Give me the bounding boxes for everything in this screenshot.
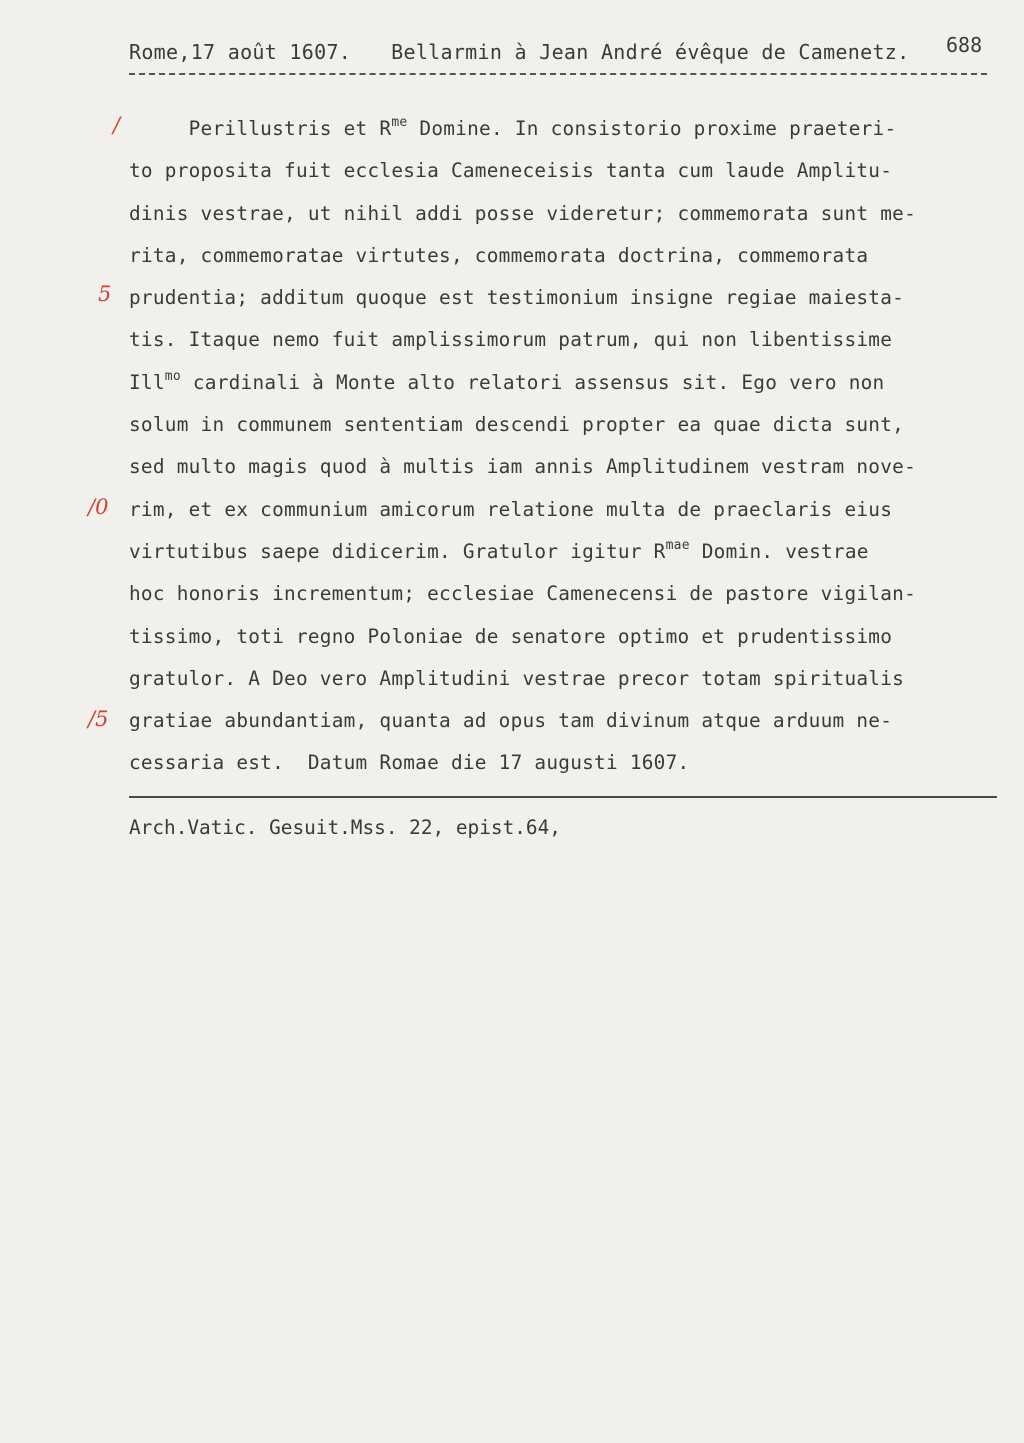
- page-number: 688: [946, 33, 983, 57]
- letter-body: [129, 108, 989, 785]
- letter-line: solum in communem sententiam descendi propter ea quae dicta sunt,: [129, 413, 905, 437]
- letter-line: to proposita fuit ecclesia Cameneceisis tanta cum laude Amplitu-: [129, 159, 893, 183]
- letter-line: tis. Itaque nemo fuit amplissimorum patrum, qui non libentissime: [129, 328, 893, 352]
- margin-line-mark-15: /5: [88, 707, 109, 731]
- letter-line: gratulor. A Deo vero Amplitudini vestrae precor totam spiritualis: [129, 666, 905, 690]
- letter-line: gratiae abundantiam, quanta ad opus tam divinum atque arduum ne-: [129, 709, 893, 733]
- letter-line: rita, commemoratae virtutes, commemorata doctrina, commemorata: [129, 243, 869, 267]
- letter-line: dinis vestrae, ut nihil addi posse videretur; commemorata sunt me-: [129, 201, 916, 225]
- letter-line: Ill$^{mo}$ cardinali à Monte alto relatori assensus sit. Ego vero non: [129, 368, 885, 394]
- header-title: Bellarmin à Jean André évêque de Camenetz.: [391, 40, 910, 64]
- margin-line-mark-1: /: [113, 113, 121, 137]
- header-dashed-rule: [129, 73, 987, 75]
- archive-reference: Arch.Vatic. Gesuit.Mss. 22, epist.64,: [129, 816, 561, 839]
- letter-line: sed multo magis quod à multis iam annis Amplitudinem vestram nove-: [129, 455, 916, 479]
- header-place-date: Rome,17 août 1607.: [129, 40, 352, 64]
- letter-header: [129, 40, 909, 64]
- letter-line: rim, et ex communium amicorum relatione multa de praeclaris eius: [129, 497, 893, 521]
- letter-line: virtutibus saepe didicerim. Gratulor igitur $R^{mae}$ Domin. vestrae: [129, 537, 869, 563]
- margin-line-mark-5: 5: [98, 282, 112, 306]
- letter-line: prudentia; additum quoque est testimonium insigne regiae maiesta-: [129, 286, 905, 310]
- margin-line-mark-10: /0: [88, 495, 109, 519]
- letter-line: tissimo, toti regno Poloniae de senatore optimo et prudentissimo: [129, 624, 893, 648]
- letter-line: hoc honoris incrementum; ecclesiae Camenecensi de pastore vigilan-: [129, 582, 916, 606]
- letter-line: cessaria est. Datum Romae die 17 augusti 1607.: [129, 751, 690, 775]
- letter-line: Perillustris et $R^{me}$ Domine. In consistorio proxime praeteri-: [129, 115, 897, 140]
- footer-rule: [129, 796, 997, 798]
